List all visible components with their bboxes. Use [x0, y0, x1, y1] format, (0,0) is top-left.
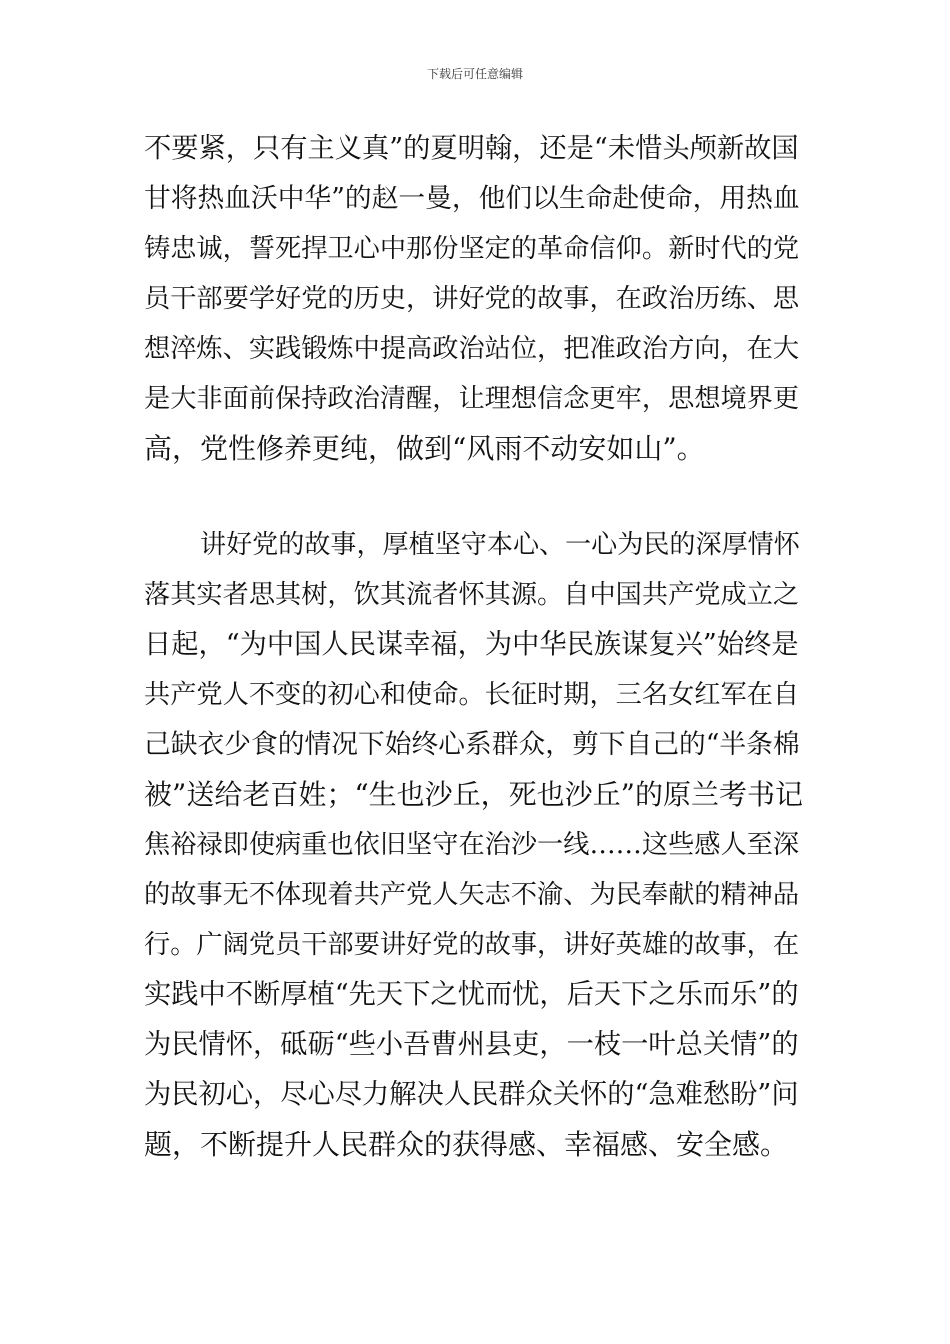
text-line: 共产党人不变的初心和使命。长征时期，三名女红军在自 [144, 680, 800, 710]
text-line: 题，不断提升人民群众的获得感、幸福感、安全感。 [144, 1128, 789, 1161]
text-line: 是大非面前保持政治清醒，让理想信念更牢，思想境界更 [144, 384, 800, 414]
text-line: 员干部要学好党的历史，讲好党的故事，在政治历练、思 [144, 284, 800, 314]
text-line: 高，党性修养更纯，做到“风雨不动安如山”。 [144, 432, 705, 465]
text-line: 想淬炼、实践锻炼中提高政治站位，把准政治方向，在大 [144, 334, 800, 364]
text-line: 实践中不断厚植“先天下之忧而忧，后天下之乐而乐”的 [144, 979, 799, 1010]
paragraph-2 [144, 520, 806, 1170]
text-line: 为民情怀，砥砺“些小吾曹州县吏，一枝一叶总关情”的 [144, 1029, 799, 1060]
text-line: 铸忠诚，誓死捍卫心中那份坚定的革命信仰。新时代的党 [144, 234, 800, 264]
text-line: 不要紧，只有主义真”的夏明翰，还是“未惜头颅新故国 [144, 133, 799, 164]
text-line: 为民初心，尽心尽力解决人民群众关怀的“急难愁盼”问 [144, 1079, 799, 1110]
text-line: 焦裕禄即使病重也依旧坚守在治沙一线……这些感人至深 [144, 830, 800, 860]
text-line: 己缺衣少食的情况下始终心系群众，剪下自己的“半条棉 [144, 729, 800, 760]
text-line: 日起，“为中国人民谋幸福，为中华民族谋复兴”始终是 [144, 629, 799, 660]
text-line: 甘将热血沃中华”的赵一曼，他们以生命赴使命，用热血 [144, 183, 800, 214]
text-line: 落其实者思其树，饮其流者怀其源。自中国共产党成立之 [144, 580, 800, 610]
paragraph-1 [144, 124, 806, 474]
text-line: 行。广阔党员干部要讲好党的故事，讲好英雄的故事，在 [144, 930, 800, 960]
section-heading-line: 讲好党的故事，厚植坚守本心、一心为民的深厚情怀 [200, 530, 800, 560]
text-line: 的故事无不体现着共产党人矢志不渝、为民奉献的精神品 [144, 880, 800, 910]
text-line: 被”送给老百姓；“生也沙丘，死也沙丘”的原兰考书记 [144, 778, 803, 811]
page-header-note: 下载后可任意编辑 [426, 67, 523, 81]
